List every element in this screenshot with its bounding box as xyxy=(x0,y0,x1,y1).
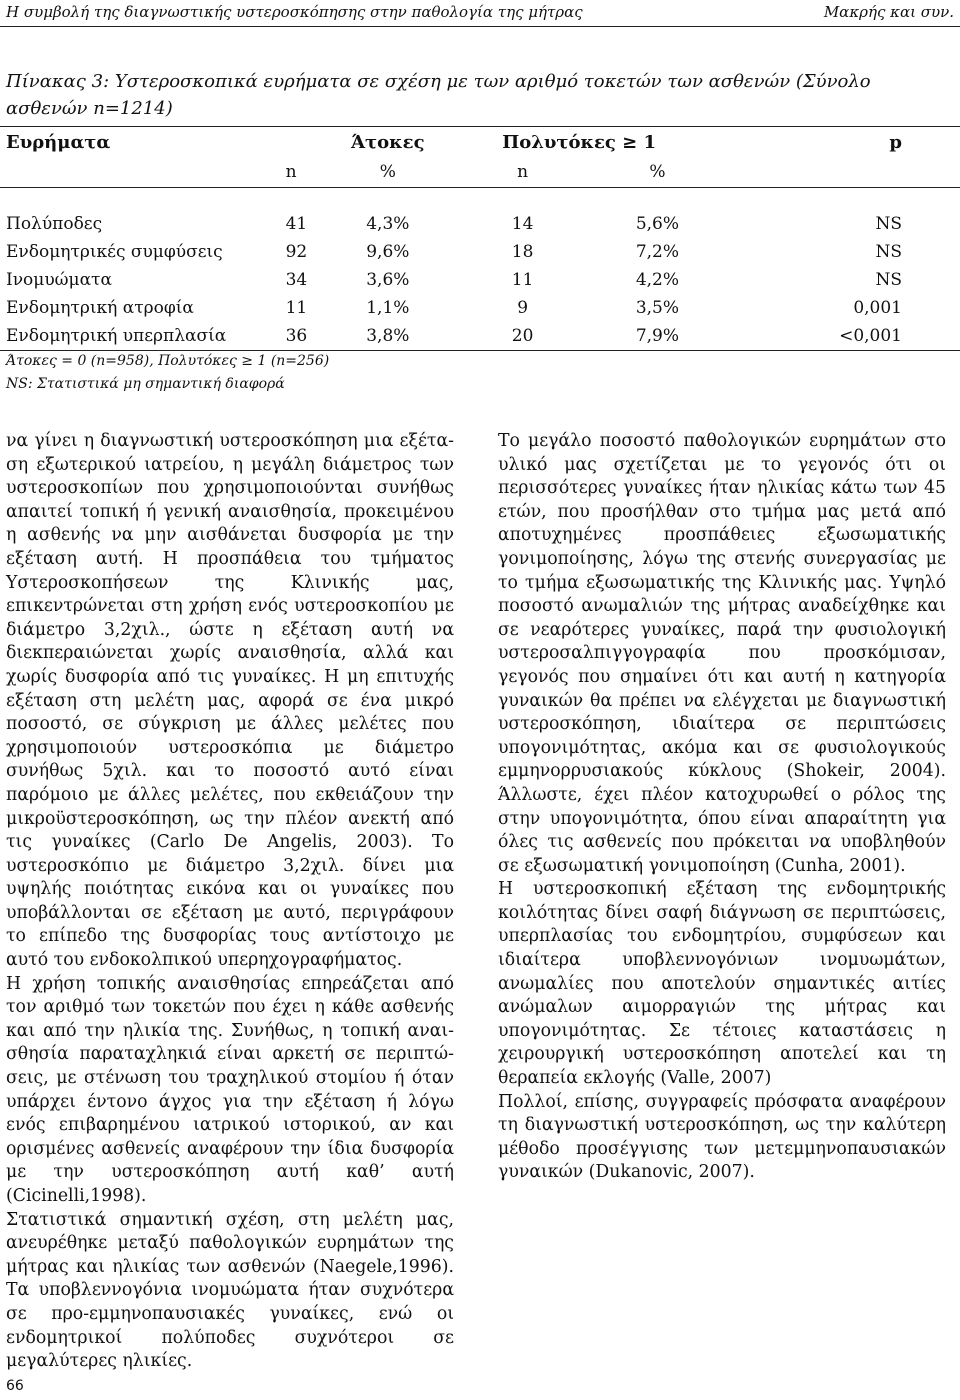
row-pct1: 3,8% xyxy=(331,322,444,351)
body-column-left xyxy=(6,430,454,1374)
row-n2: 9 xyxy=(517,298,529,318)
findings-table xyxy=(0,126,960,351)
table-row xyxy=(0,322,960,351)
table-row xyxy=(0,294,960,322)
row-label: Ενδομητρική ατροφία xyxy=(6,298,194,318)
running-header xyxy=(0,0,960,27)
row-label: Ενδομητρική υπερπλασία xyxy=(0,322,286,351)
table-row xyxy=(0,238,960,266)
row-pct1: 3,6% xyxy=(366,270,410,290)
paragraph: Το μεγάλο ποσοστό παθολογικών ευρημάτων στο υλικό μας σχετίζεται με το γεγονός ότι οι περισσότερες γυναίκες ήταν ηλικίας κάτω των 45 ετών, που προσήλθαν στο τμήμα μας μετά από αποτυχημένες προσπάθειες εξωσωματικής γονιμοποίησης, λόγω της στενής συνεργασίας με το τμήμα εξωσωματικής της Κλινικής μας. Υψηλό ποσοστό ανωμαλιών της μήτρας αναδείχθηκε και σε νεαρότερες γυναίκες, παρά την φυσιολογική υστεροσαλπιγγογραφία που προσκόμισαν, γεγονός που σημαίνει ότι και αυτή η κατηγορία γυναικών θα πρέπει να ελέγχεται με διαγνωστική υστεροσκόπηση, ιδιαίτερα σε περιπτώσεις υπογονιμότητας, ακόμα και σε φυσιολογικούς εμμηνορρυσιακούς κύκλους (Shokeir, 2004). Άλλωστε, έχει πλέον κατοχυρωθεί ο ρόλος της στην υπογονιμότητα, όπου είναι απαραίτητη για όλες τις ασθενείς που πρόκειται να υποβληθούν σε εξωσωματική γονιμοποίηση (Cunha, 2001). xyxy=(498,431,946,876)
table-caption: Πίνακας 3: Υστεροσκοπικά ευρήματα σε σχέση με των αριθμό τοκετών των ασθενών (Σύνολο ασθενών n=1214) xyxy=(6,71,871,119)
paragraph: Πολλοί, επίσης, συγγραφείς πρόσφατα αναφέρουν τη διαγνωστική υστεροσκόπηση, ως την καλύτερη μέθοδο προσέγγισης των μετεμμηνοπαυσιακών γυναικών (Dukanovic, 2007). xyxy=(498,1091,946,1183)
row-n2: 14 xyxy=(511,214,534,234)
subheader-pct1: % xyxy=(331,157,444,188)
row-pct2: 5,6% xyxy=(635,214,680,234)
table-row xyxy=(0,210,960,238)
row-n2: 11 xyxy=(511,270,534,290)
row-pct2: 3,5% xyxy=(635,298,680,318)
row-label: Ινομυώματα xyxy=(6,270,112,290)
row-p: <0,001 xyxy=(714,322,960,351)
row-p: NS xyxy=(875,270,902,290)
running-header-title: Η συμβολή της διαγνωστικής υστεροσκόπησης στην παθολογία της μήτρας xyxy=(6,3,583,21)
row-pct2: 7,9% xyxy=(601,322,714,351)
row-p: NS xyxy=(875,242,902,262)
subheader-n1: n xyxy=(286,157,332,188)
row-pct1: 9,6% xyxy=(366,242,410,262)
row-n1: 11 xyxy=(285,298,308,318)
header-nulliparous: Άτοκες xyxy=(331,127,444,158)
row-n1: 36 xyxy=(286,322,332,351)
paragraph: Η υστεροσκοπική εξέταση της ενδομητρικής κοιλότητας δίνει σαφή διάγνωση σε περιπτώσεις, υπερπλασίας του ενδομητρίου, συμφύσεων και ιδιαίτερα υποβλεννογόνιων ινομυωμάτων, ανωμαλίες που αποτελούν σημαντικές αιτίες ανώμαλων αιμορραγιών της μήτρας και υπογονιμότητας. Σε τέτοιες καταστάσεις η χειρουργική υστεροσκόπηση αποτελεί και τη θεραπεία εκλογής (Valle, 2007) xyxy=(498,879,946,1089)
row-n2: 18 xyxy=(511,242,534,262)
row-label: Πολύποδες xyxy=(6,214,103,234)
row-p: 0,001 xyxy=(853,298,902,318)
header-findings: Ευρήματα xyxy=(0,127,331,158)
table-footnote-parity: Άτοκες = 0 (n=958), Πολυτόκες ≥ 1 (n=256) xyxy=(6,353,330,369)
row-pct1: 1,1% xyxy=(366,298,410,318)
row-n1: 92 xyxy=(285,242,308,262)
subheader-n2: n xyxy=(444,157,601,188)
paragraph: Στατιστικά σημαντική σχέση, στη μελέτη μας, ανευρέθηκε μεταξύ παθολογικών ευρημάτων της μήτρας και ηλικίας των ασθενών (Naegele,1996). Τα υποβλεννογόνια ινομυώματα ήταν συχνότερα σε προ-εμμηνοπαυσιακές γυναίκες, ενώ οι ενδομητρικοί πολύποδες συχνότεροι σε μεγαλύτερες ηλικίες. xyxy=(6,1209,454,1372)
row-n1: 41 xyxy=(285,214,308,234)
row-pct2: 4,2% xyxy=(635,270,680,290)
table-header-row xyxy=(0,127,960,158)
header-p: p xyxy=(714,127,960,158)
paragraph: Η χρήση τοπικής αναισθησίας επηρεάζεται από τον αριθμό των τοκετών που έχει η κάθε ασθενής και από την ηλικία της. Συνήθως, η τοπική αναισθησία παραταχληκιά είναι αρκετή σε περιπτώσεις, με στένωση του τραχηλικού στομίου ή όταν υπάρχει έντονο άγχος για την εξέταση ή λόγω ενός επιβαρημένου ιατρικού ιστορικού, αν και ορισμένες ασθενείς αναφέρουν την ίδια δυσφορία με την υστεροσκόπηση αυτή καθ’ αυτή (Cicinelli,1998). xyxy=(6,973,454,1206)
subheader-pct2: % xyxy=(601,157,714,188)
running-header-authors: Μακρής και συν. xyxy=(823,3,954,21)
header-multiparous: Πολυτόκες ≥ 1 xyxy=(444,127,714,158)
row-pct1: 4,3% xyxy=(366,214,410,234)
row-label: Ενδομητρικές συμφύσεις xyxy=(6,242,223,262)
body-column-right xyxy=(498,430,946,1185)
table-row xyxy=(0,266,960,294)
paragraph: να γίνει η διαγνωστική υστεροσκόπηση μια εξέταση εξωτερικού ιατρείου, η μεγάλη διάμετρος των υστεροσκοπίων που χρησιμοποιούνται συνήθως απαιτεί τοπική ή γενική αναισθησία, προκειμένου η ασθενής να μην αισθάνεται δυσφορία με την εξέταση αυτή. Η προσπάθεια του τμήματος Υστεροσκοπήσεων της Κλινικής μας, επικεντρώνεται στη χρήση ενός υστεροσκοπίου με διάμετρο 3,2χιλ., ώστε η εξέταση αυτή να διεκπεραιώνεται χωρίς αναισθησία, αλλά και χωρίς δυσφορία από τις γυναίκες. Η μη επιτυχής εξέταση στη μελέτη μας, αφορά σε ένα μικρό ποσοστό, σε σύγκριση με άλλες μελέτες που χρησιμοποιούν υστεροσκόπια με διάμετρο συνήθως 5χιλ. και το ποσοστό αυτό είναι παρόμοιο με άλλες μελέτες, που εκθειάζουν την μικροϋστεροσκόπηση, ως την πλέον ανεκτή από τις γυναίκες (Carlo De Angelis, 2003). Το υστεροσκόπιο με διάμετρο 3,2χιλ. δίνει μια υψηλής ποιότητας εικόνα και οι γυναίκες που υποβάλλονται σε εξέταση με αυτό, περιγράφουν το επίπεδο της δυσφορίας τους αντίστοιχο με αυτό του ενδοκολπικού υπερηχογραφήματος. xyxy=(6,431,454,971)
row-p: NS xyxy=(875,214,902,234)
row-pct2: 7,2% xyxy=(635,242,680,262)
row-n2: 20 xyxy=(444,322,601,351)
page-number: 66 xyxy=(6,1378,24,1394)
row-n1: 34 xyxy=(285,270,308,290)
table-footnote-ns: NS: Στατιστικά μη σημαντική διαφορά xyxy=(6,376,285,392)
table-subheader-row xyxy=(0,157,960,188)
